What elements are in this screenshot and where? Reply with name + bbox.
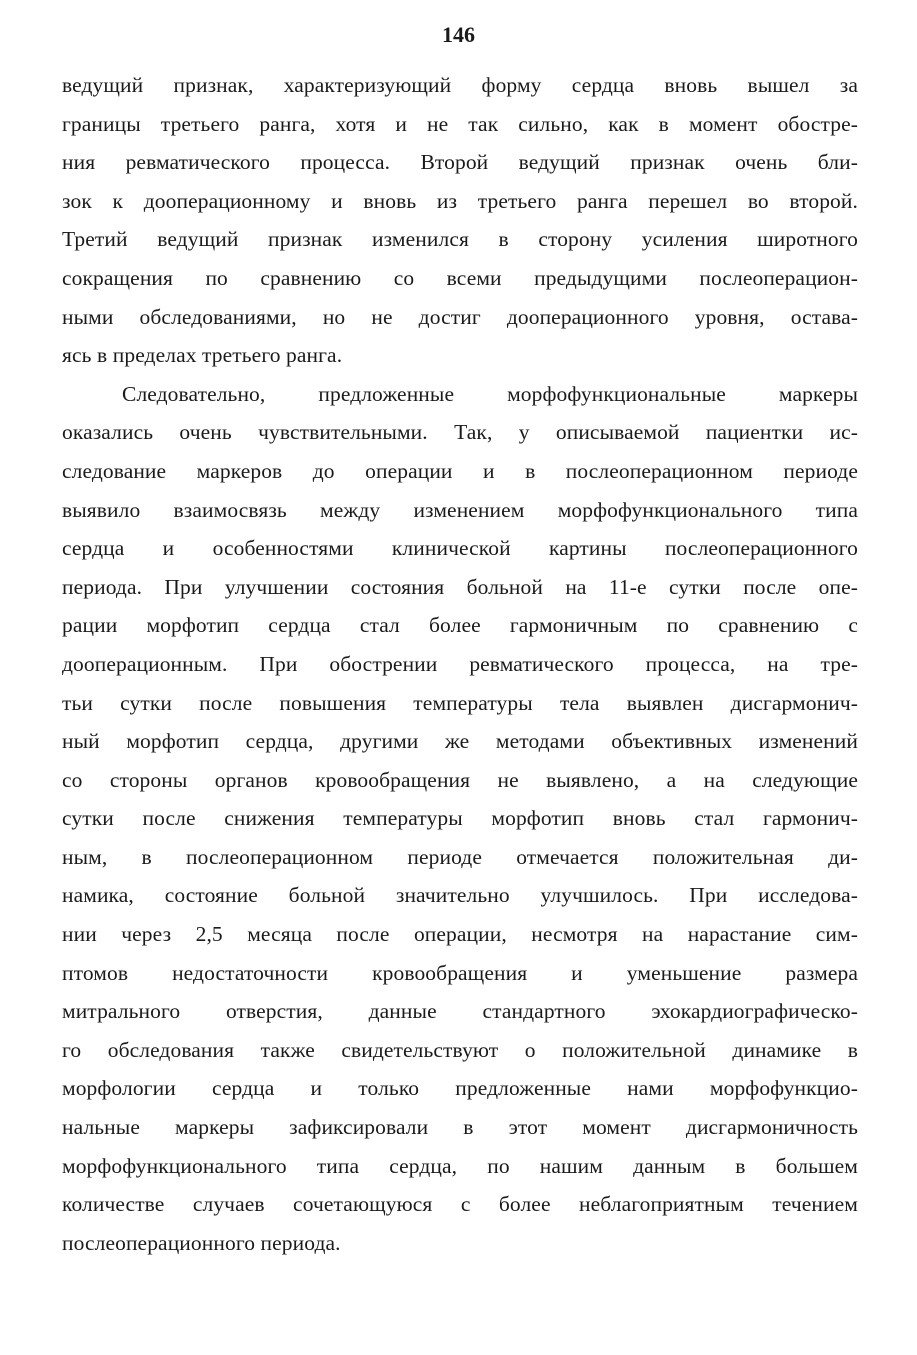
text-line: периода. При улучшении состояния больной на 11-е сутки после опе- — [62, 574, 858, 599]
text-line: выявило взаимосвязь между изменением морфофункционального типа — [62, 497, 858, 522]
text-line: нии через 2,5 месяца после операции, несмотря на нарастание сим- — [62, 922, 858, 947]
text-line: дооперационным. При обострении ревматического процесса, на тре- — [62, 651, 858, 676]
text-line: ведущий признак, характеризующий форму сердца вновь вышел за — [62, 73, 858, 97]
text-line: со стороны органов кровообращения не выявлено, а на следующие — [62, 767, 858, 792]
text-line: зок к дооперационному и вновь из третьего ранга перешел во второй. — [62, 188, 858, 213]
text-line: границы третьего ранга, хотя и не так сильно, как в момент обостре- — [62, 111, 858, 136]
text-line: количестве случаев сочетающуюся с более неблагоприятным течением — [62, 1192, 858, 1217]
text-line: ный морфотип сердца, другими же методами объективных изменений — [62, 729, 858, 754]
text-line: ясь в пределах третьего ранга. — [62, 343, 343, 368]
text-line: ным, в послеоперационном периоде отмечается положительная ди- — [62, 844, 858, 869]
text-line: Третий ведущий признак изменился в сторону усиления широтного — [62, 227, 858, 252]
text-line: морфологии сердца и только предложенные нами морфофункцио- — [62, 1076, 858, 1101]
text-line: птомов недостаточности кровообращения и уменьшение размера — [62, 960, 858, 985]
text-line: Следовательно, предложенные морфофункциональные маркеры — [122, 381, 858, 406]
text-line: митрального отверстия, данные стандартного эхокардиографическо- — [62, 999, 858, 1024]
text-line: оказались очень чувствительными. Так, у описываемой пациентки ис- — [62, 420, 858, 445]
text-line: ными обследованиями, но не достиг дооперационного уровня, остава- — [62, 304, 858, 329]
text-line: сердца и особенностями клинической картины послеоперационного — [62, 536, 858, 561]
text-line: нальные маркеры зафиксировали в этот момент дисгармоничность — [62, 1115, 858, 1140]
text-line: ния ревматического процесса. Второй ведущий признак очень бли- — [62, 150, 858, 175]
text-line: послеоперационного периода. — [62, 1230, 341, 1255]
text-line: намика, состояние больной значительно улучшилось. При исследова- — [62, 883, 858, 908]
text-line: рации морфотип сердца стал более гармоничным по сравнению с — [62, 613, 858, 638]
text-line: следование маркеров до операции и в послеоперационном периоде — [62, 458, 858, 483]
page-number: 146 — [442, 22, 475, 47]
body-text — [62, 66, 858, 1262]
text-line: морфофункционального типа сердца, по нашим данным в большем — [62, 1153, 858, 1178]
paragraph-2 — [62, 375, 858, 1263]
paragraph-1 — [62, 66, 858, 375]
text-line: сутки после снижения температуры морфотип вновь стал гармонич- — [62, 806, 858, 831]
text-line: тьи сутки после повышения температуры тела выявлен дисгармонич- — [62, 690, 858, 715]
text-line: сокращения по сравнению со всеми предыдущими послеоперацион- — [62, 265, 858, 290]
text-line: го обследования также свидетельствуют о положительной динамике в — [62, 1037, 858, 1062]
